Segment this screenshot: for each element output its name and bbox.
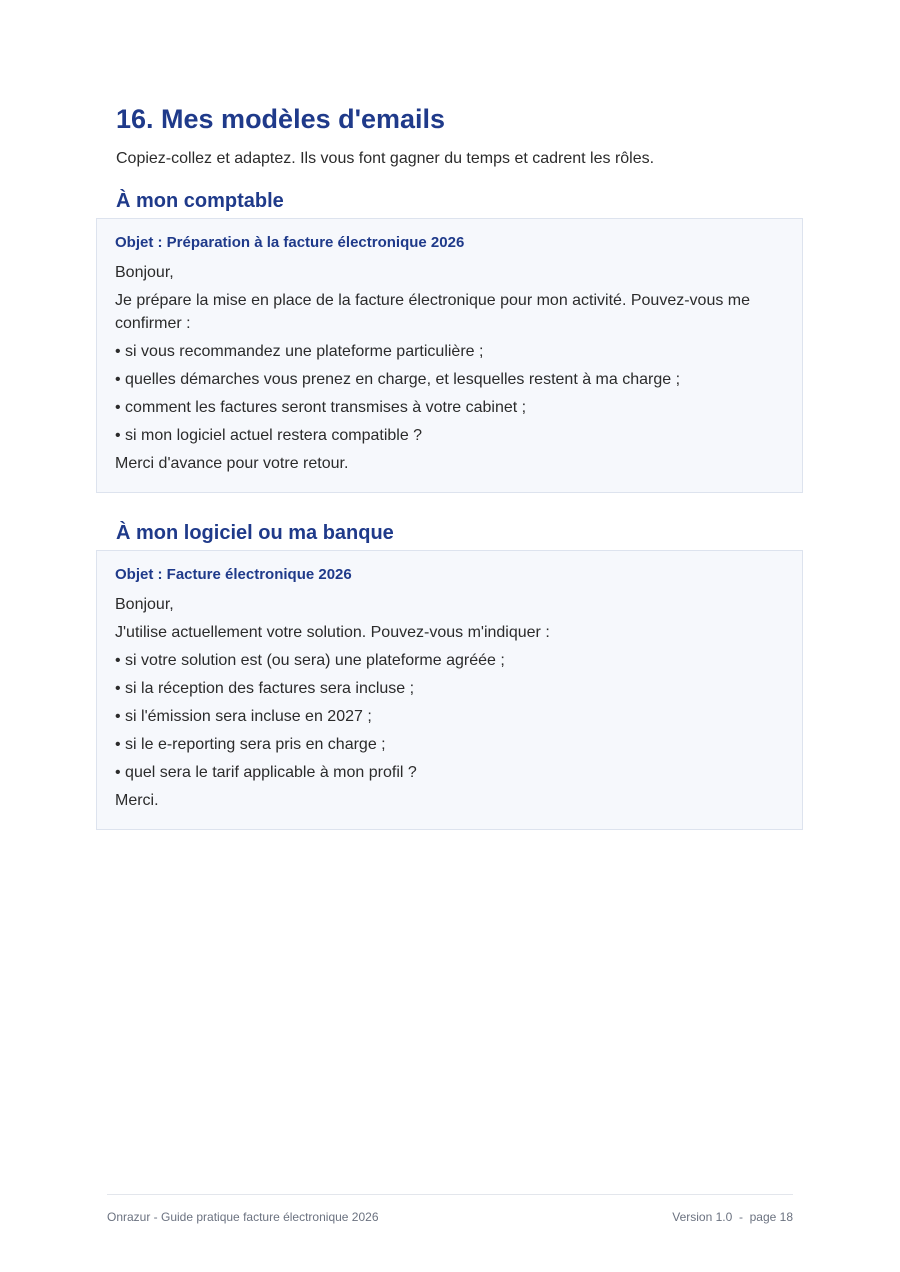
email-template-comptable: [96, 218, 803, 493]
email-bullet-item: • si la réception des factures sera incluse ;: [115, 680, 415, 697]
footer-page-info: Version 1.0 - page 18: [672, 1210, 793, 1224]
email-template-logiciel-banque: [96, 550, 803, 830]
email-bullet-item: • quel sera le tarif applicable à mon profil ?: [115, 764, 417, 781]
email-body-line: Je prépare la mise en place de la facture électronique pour mon activité. Pouvez-vous me confirmer :: [115, 292, 751, 332]
page-intro: Copiez-collez et adaptez. Ils vous font gagner du temps et cadrent les rôles.: [116, 150, 655, 167]
email-bullet-item: • si le e-reporting sera pris en charge ;: [115, 736, 386, 753]
email-bullet-item: • si votre solution est (ou sera) une plateforme agréée ;: [115, 652, 505, 669]
email-bullet-item: • si l'émission sera incluse en 2027 ;: [115, 708, 372, 725]
page-title: 16. Mes modèles d'emails: [116, 104, 446, 134]
email-bullet-item: • si mon logiciel actuel restera compatible ?: [115, 427, 423, 444]
footer-document-title: Onrazur - Guide pratique facture électronique 2026: [107, 1210, 379, 1224]
section-heading-logiciel-banque: À mon logiciel ou ma banque: [116, 522, 394, 544]
email-body-line: J'utilise actuellement votre solution. Pouvez-vous m'indiquer :: [115, 624, 550, 641]
email-bullet-item: • quelles démarches vous prenez en charge, et lesquelles restent à ma charge ;: [115, 371, 681, 388]
email-closing: Merci.: [115, 792, 159, 809]
email-subject: Objet : Préparation à la facture électronique 2026: [115, 234, 465, 251]
email-closing: Merci d'avance pour votre retour.: [115, 455, 349, 472]
email-bullet-item: • si vous recommandez une plateforme particulière ;: [115, 343, 484, 360]
footer-divider: [107, 1194, 793, 1195]
email-bullet-item: • comment les factures seront transmises à votre cabinet ;: [115, 399, 527, 416]
email-greeting: Bonjour,: [115, 596, 174, 613]
email-subject: Objet : Facture électronique 2026: [115, 566, 352, 583]
email-greeting: Bonjour,: [115, 264, 174, 281]
section-heading-comptable: À mon comptable: [116, 190, 284, 212]
